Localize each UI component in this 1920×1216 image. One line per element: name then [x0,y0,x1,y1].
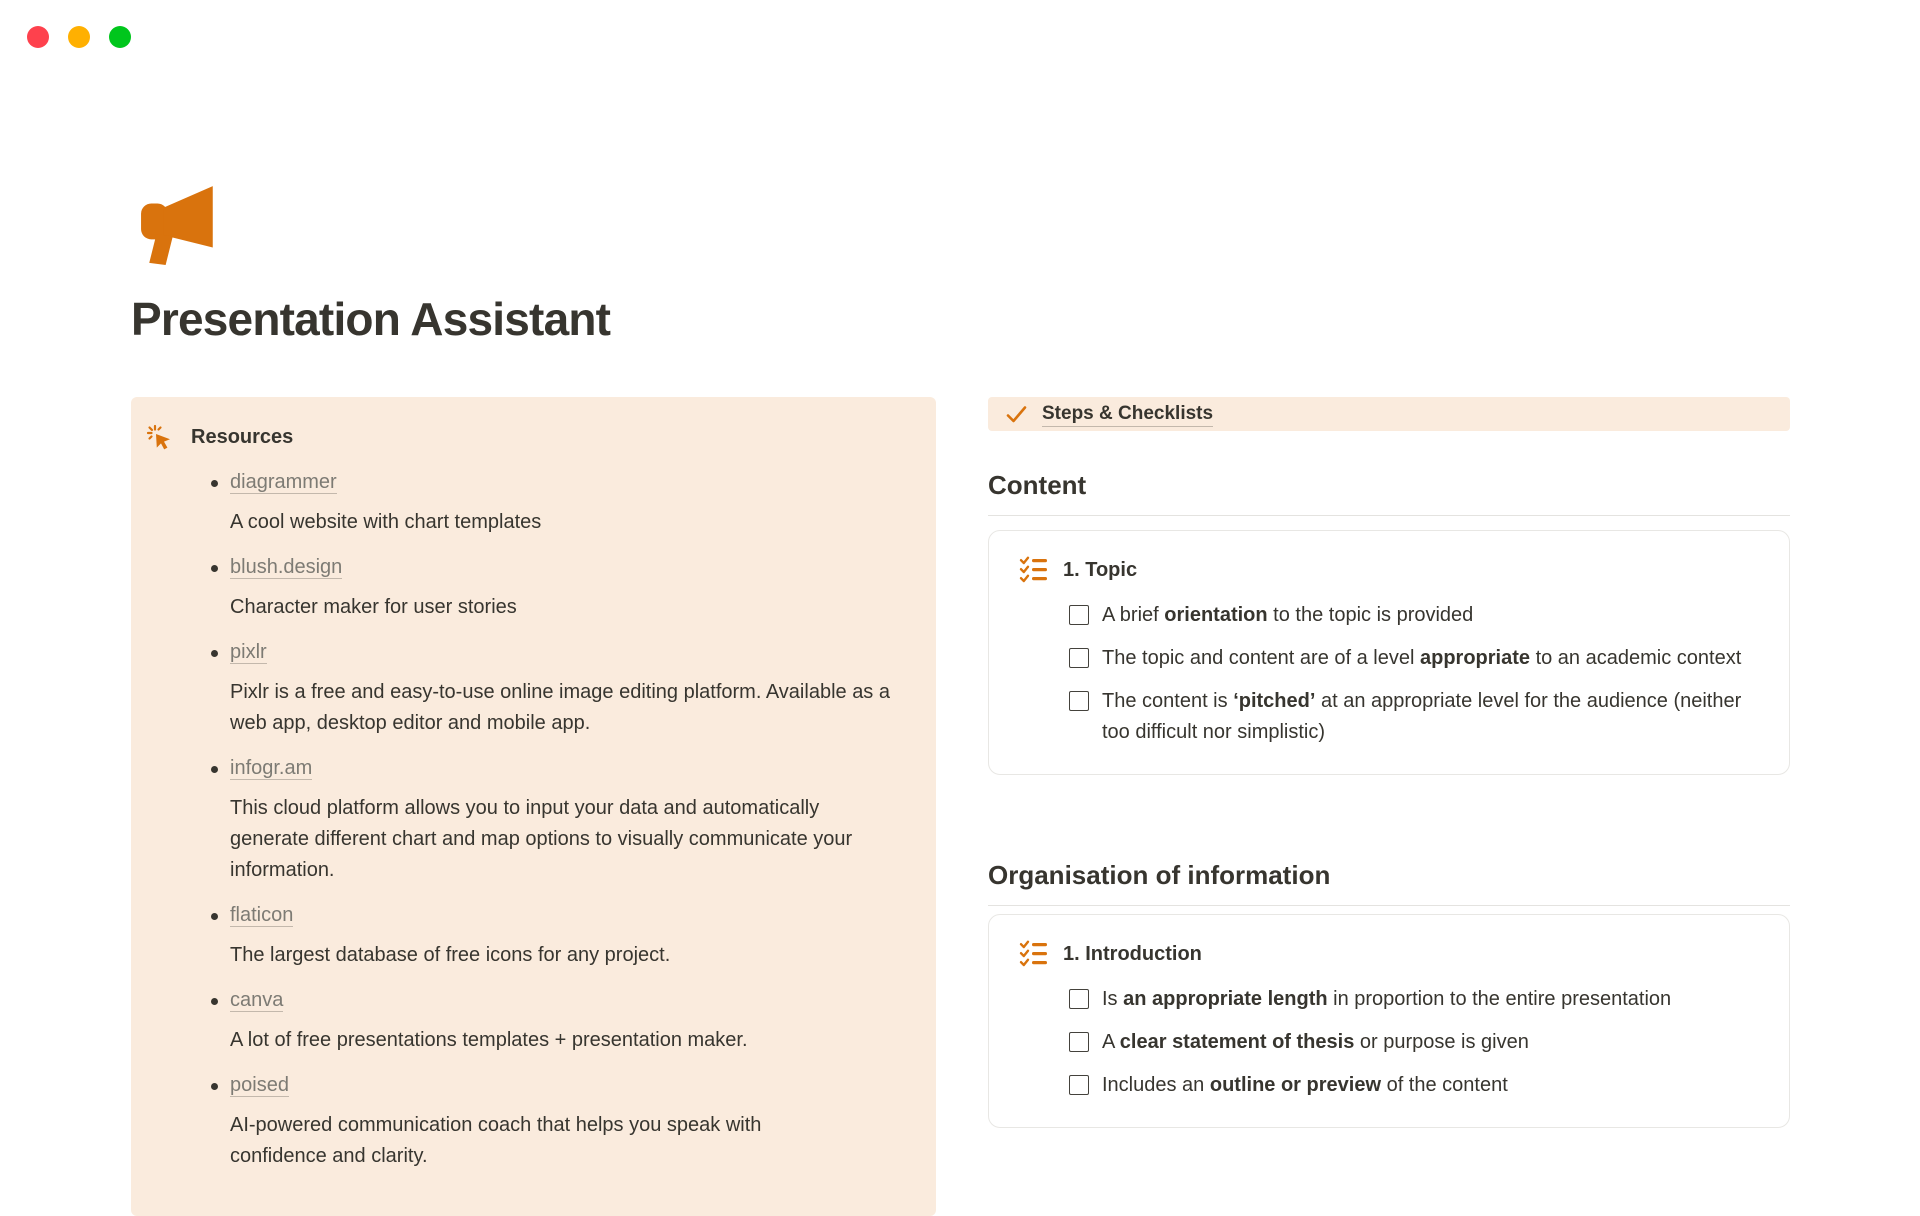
section-cards [988,530,1790,775]
checklist-card [988,914,1790,1128]
card-title-row [1019,939,1761,969]
section-cards [988,914,1790,1128]
checklist-item [1069,1070,1761,1101]
task-list-icon [1019,939,1049,969]
card-title: 1. Introduction [1063,943,1202,965]
traffic-light-minimize[interactable] [68,26,90,48]
checklist-item-text: Is an appropriate length in proportion to the entire presentation [1102,988,1672,1010]
resource-description: Pixlr is a free and easy-to-use online image editing platform. Available as a web app, desktop editor and mobile app. [230,681,890,734]
resource-link[interactable]: infogr.am [230,757,313,779]
checklist-sections [988,469,1790,1128]
list-item [145,985,896,1056]
checklist-item-text: The topic and content are of a level appropriate to an academic context [1102,647,1742,669]
check-icon [1004,402,1029,427]
check-items [1019,600,1761,748]
list-item [145,900,896,971]
checklist-section [988,469,1790,775]
checklist-item-text: Includes an outline or preview of the content [1102,1074,1508,1096]
section-heading: Organisation of information [988,859,1790,906]
checklist-item [1069,686,1761,748]
section-heading: Content [988,469,1790,516]
resource-description: The largest database of free icons for any project. [230,944,671,966]
checklist-card [988,530,1790,775]
checklists-column [988,397,1790,1128]
checklist-item-text: A clear statement of thesis or purpose is given [1102,1031,1529,1053]
card-title: 1. Topic [1063,559,1138,581]
check-items [1019,984,1761,1101]
resource-link[interactable]: diagrammer [230,471,337,493]
card-title-row [1019,555,1761,585]
checkbox[interactable] [1069,605,1089,625]
checklist-item-text: The content is ‘pitched’ at an appropriate level for the audience (neither too difficult nor simplistic) [1102,690,1742,743]
checklist-section [988,859,1790,1128]
list-item [145,552,896,623]
resource-link[interactable]: blush.design [230,556,343,578]
resources-callout [131,397,936,1216]
checklist-item [1069,643,1761,674]
traffic-light-zoom[interactable] [109,26,131,48]
resources-list [145,467,896,1172]
page-title: Presentation Assistant [131,293,611,345]
cursor-click-icon [145,423,173,451]
resources-header [145,423,896,451]
checkbox[interactable] [1069,648,1089,668]
resource-description: This cloud platform allows you to input your data and automatically generate different chart and map options to visually communicate your information. [230,797,853,881]
content-columns [131,397,1792,1216]
resource-link[interactable]: pixlr [230,641,267,663]
checkbox[interactable] [1069,1075,1089,1095]
checklist-item-text: A brief orientation to the topic is provided [1102,604,1474,626]
list-item [145,1070,896,1172]
steps-checklists-link[interactable] [988,397,1790,431]
megaphone-icon[interactable] [139,183,223,267]
traffic-lights [27,26,131,48]
checkbox[interactable] [1069,989,1089,1009]
resource-description: A cool website with chart templates [230,511,542,533]
list-item [145,467,896,538]
resource-link[interactable]: canva [230,989,284,1011]
resource-link[interactable]: poised [230,1074,289,1096]
checklist-item [1069,600,1761,631]
checklist-item [1069,984,1761,1015]
checklist-item [1069,1027,1761,1058]
steps-checklists-label: Steps & Checklists [1042,402,1213,427]
list-item [145,753,896,886]
resource-description: A lot of free presentations templates + presentation maker. [230,1029,748,1051]
traffic-light-close[interactable] [27,26,49,48]
resources-title: Resources [191,426,294,448]
checkbox[interactable] [1069,1032,1089,1052]
resource-description: Character maker for user stories [230,596,517,618]
task-list-icon [1019,555,1049,585]
checkbox[interactable] [1069,691,1089,711]
list-item [145,637,896,739]
resource-link[interactable]: flaticon [230,904,294,926]
resource-description: AI-powered communication coach that helps you speak with confidence and clarity. [230,1114,762,1167]
